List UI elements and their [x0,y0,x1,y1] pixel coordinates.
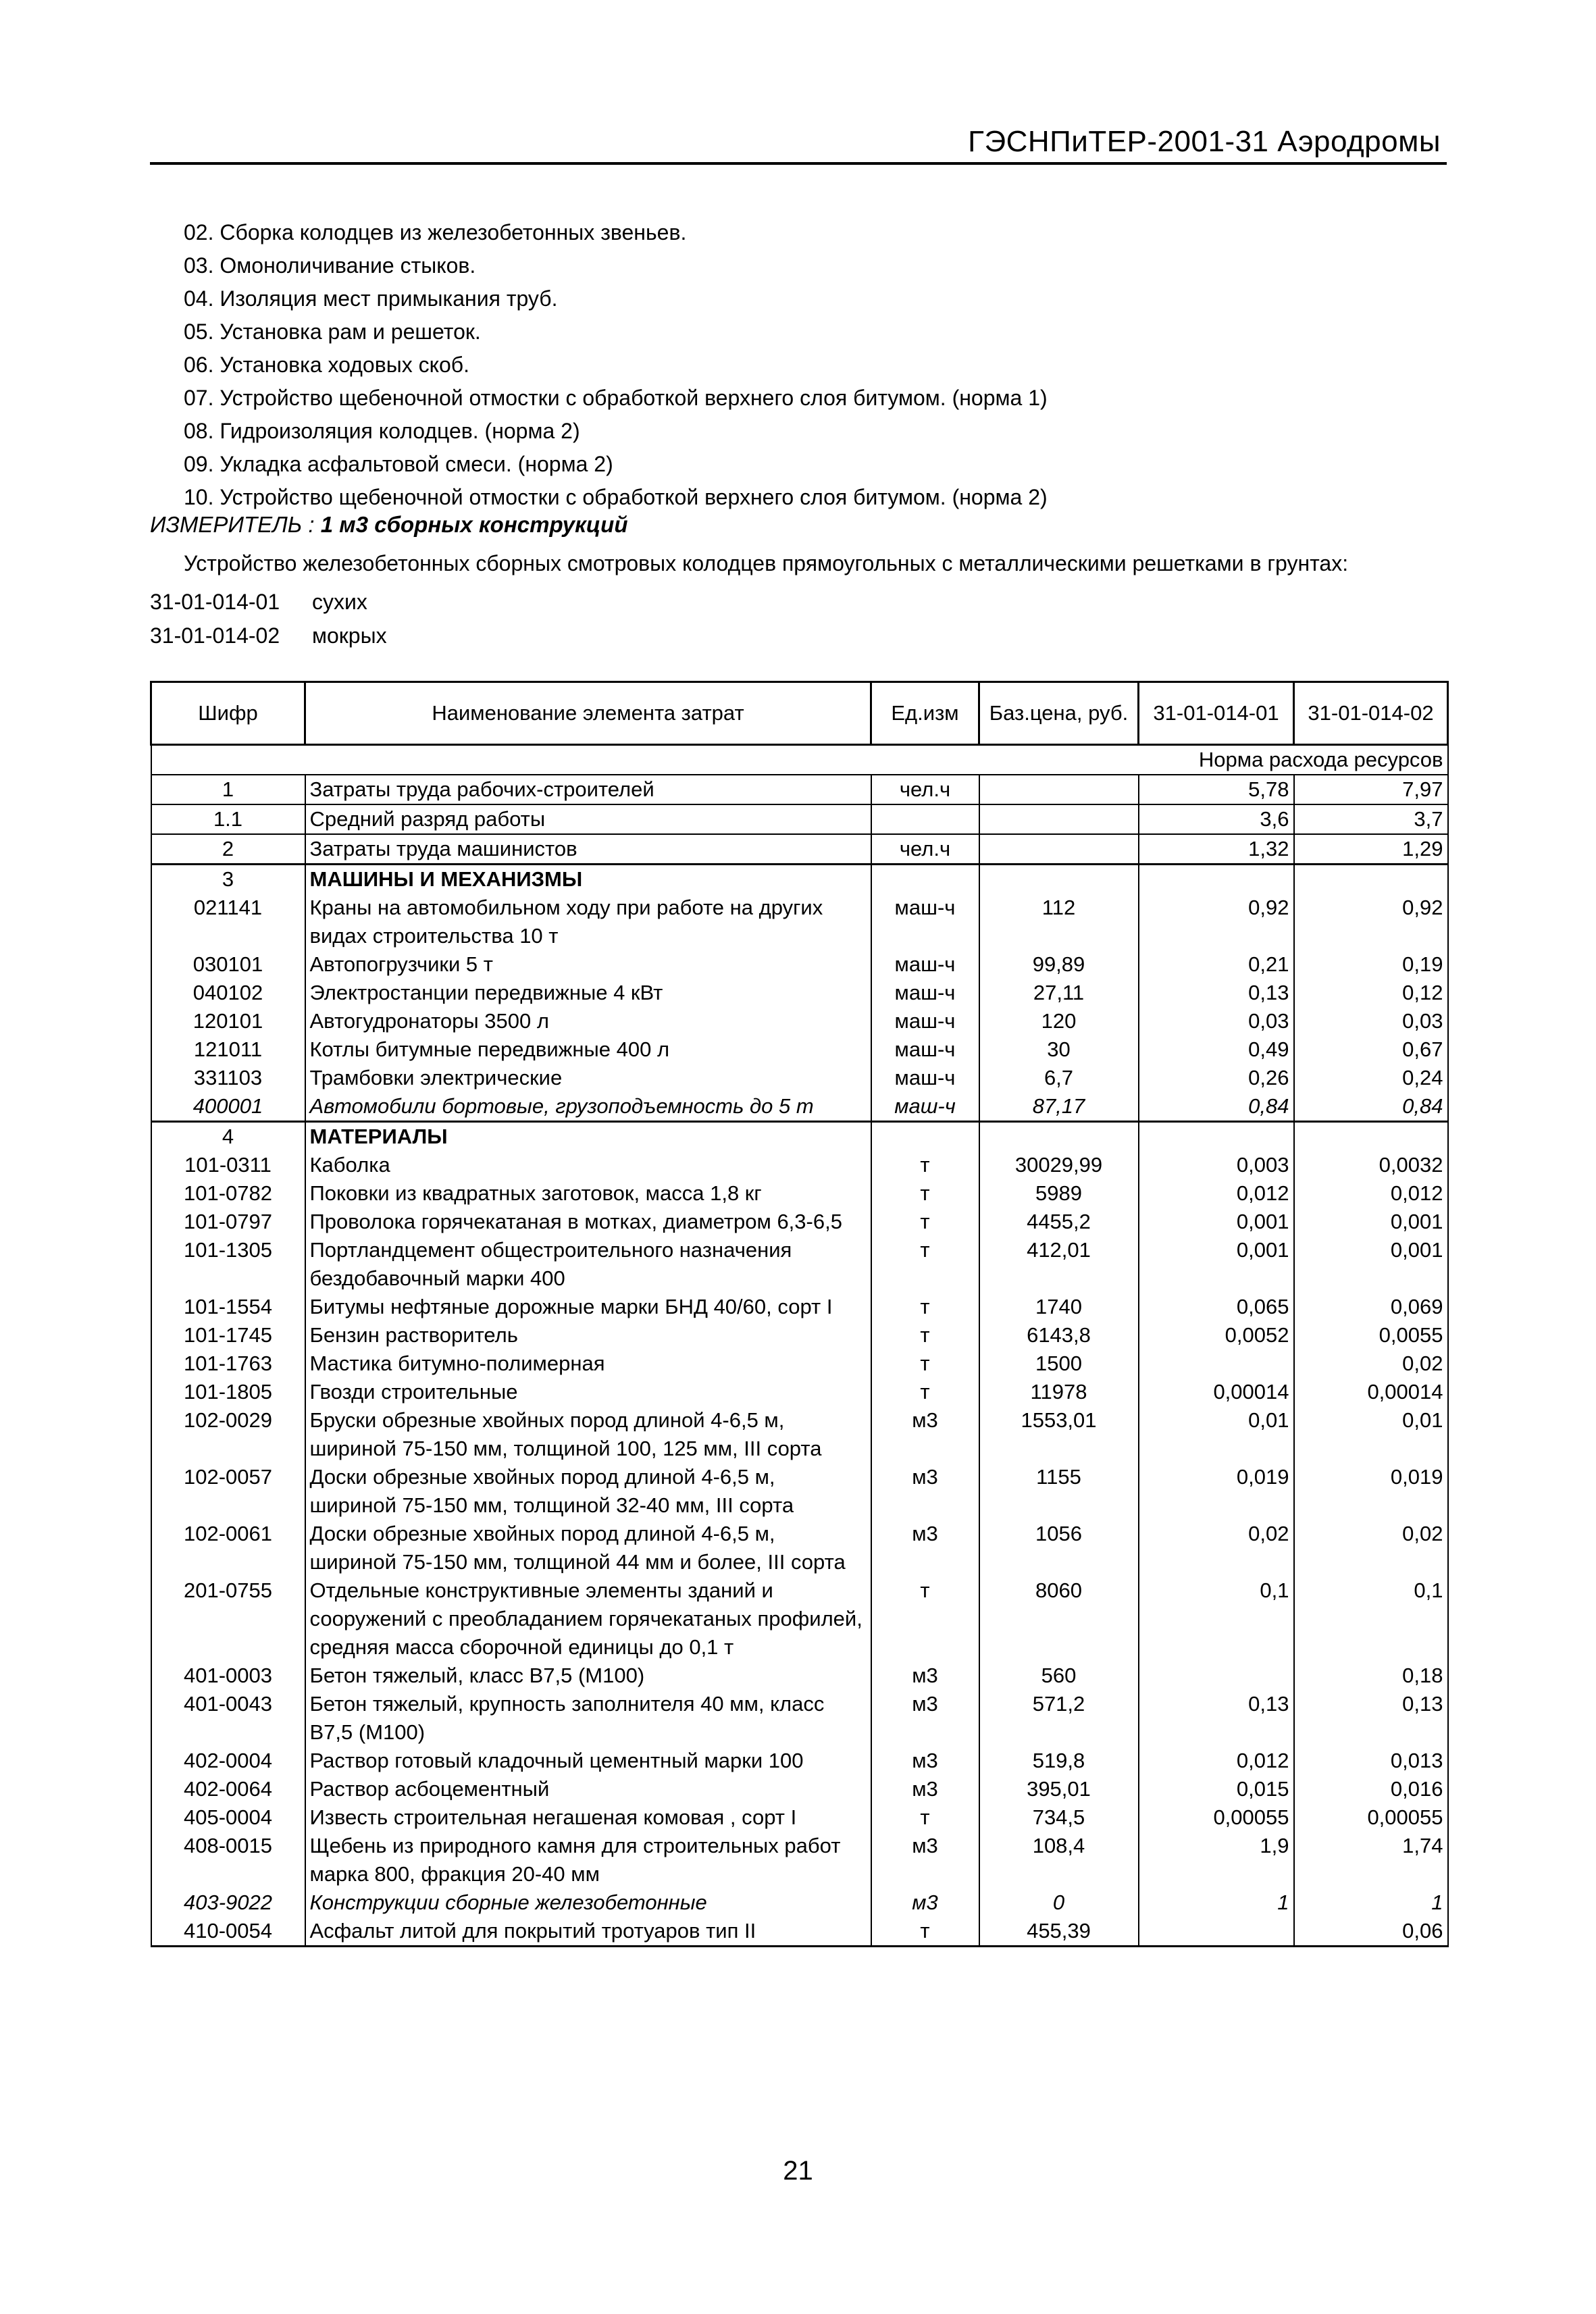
cell-norm-2: 0,019 [1294,1463,1448,1520]
cell-price: 120 [979,1007,1139,1035]
table-row [151,1035,1448,1064]
cell-price: 395,01 [979,1775,1139,1803]
header-cell-price: Баз.цена, руб. [979,682,1139,745]
cell-norm-2: 0,001 [1294,1236,1448,1293]
table-row [151,775,1448,804]
cell-name: Трамбовки электрические [305,1064,871,1092]
cell-norm-2: 0,016 [1294,1775,1448,1803]
cell-code: 4 [151,1122,305,1152]
table-row [151,834,1448,865]
cell-name: Затраты труда рабочих-строителей [305,775,871,804]
cell-price: 1056 [979,1520,1139,1576]
cell-unit: т [871,1349,979,1378]
cell-code: 102-0029 [151,1406,305,1463]
operation-item: 03. Омоноличивание стыков. [184,253,476,278]
cell-norm-1: 0,84 [1139,1092,1294,1122]
cell-price: 5989 [979,1179,1139,1208]
cell-name: Электростанции передвижные 4 кВт [305,979,871,1007]
cell-norm-2: 0,013 [1294,1747,1448,1775]
cell-norm-2: 0,12 [1294,979,1448,1007]
cell-code: 040102 [151,979,305,1007]
table-row [151,1803,1448,1832]
cell-unit: т [871,1321,979,1349]
cell-norm-2: 0,19 [1294,950,1448,979]
header-cell-norm-2: 31-01-014-02 [1294,682,1448,745]
cell-price: 87,17 [979,1092,1139,1122]
cell-unit: м3 [871,1662,979,1690]
table-row [151,1406,1448,1463]
norm-code-name: мокрых [312,623,387,648]
cell-norm-2: 1,29 [1294,834,1448,865]
cell-unit: м3 [871,1832,979,1888]
cell-code: 402-0004 [151,1747,305,1775]
page-number: 21 [783,2156,813,2186]
cell-code: 101-0311 [151,1151,305,1179]
cell-unit: маш-ч [871,979,979,1007]
cell-unit: м3 [871,1463,979,1520]
cell-name: Отдельные конструктивные элементы зданий и сооружений с преобладанием горячекатаных профилей, средняя масса сборочной единицы до 0,1 т [305,1576,871,1662]
cell-unit [871,1122,979,1152]
cell-name: Бруски обрезные хвойных пород длиной 4-6,5 м, шириной 75-150 мм, толщиной 100, 125 мм, III сорта [305,1406,871,1463]
cell-name: Доски обрезные хвойных пород длиной 4-6,5 м, шириной 75-150 мм, толщиной 44 мм и более, III сорта [305,1520,871,1576]
header-cell-unit: Ед.изм [871,682,979,745]
table-row [151,1690,1448,1747]
cell-norm-1: 0,26 [1139,1064,1294,1092]
cell-price: 112 [979,894,1139,950]
table-row [151,804,1448,834]
cell-code: 408-0015 [151,1832,305,1888]
cell-norm-1: 0,00014 [1139,1378,1294,1406]
work-description: Устройство железобетонных сборных смотровых колодцев прямоугольных с металлическими решетками в грунтах: [184,551,1349,575]
cell-norm-1 [1139,1122,1294,1152]
cell-norm-1: 1,9 [1139,1832,1294,1888]
cell-norm-2: 0,012 [1294,1179,1448,1208]
table-row [151,1662,1448,1690]
cell-norm-1: 1,32 [1139,834,1294,865]
cell-norm-2: 0,0055 [1294,1321,1448,1349]
cell-code: 101-0782 [151,1179,305,1208]
cell-price: 6,7 [979,1064,1139,1092]
cell-code: 201-0755 [151,1576,305,1662]
cell-norm-2: 0,92 [1294,894,1448,950]
cell-price: 11978 [979,1378,1139,1406]
cell-norm-1: 0,49 [1139,1035,1294,1064]
norm-code-item [150,619,387,652]
cell-price: 0 [979,1888,1139,1917]
cell-norm-2: 0,06 [1294,1917,1448,1947]
cell-unit: т [871,1151,979,1179]
cell-norm-2: 0,24 [1294,1064,1448,1092]
operation-item: 04. Изоляция мест примыкания труб. [184,286,558,311]
cell-code: 101-1554 [151,1293,305,1321]
cell-norm-2: 0,03 [1294,1007,1448,1035]
cell-price: 30 [979,1035,1139,1064]
cell-norm-1: 0,015 [1139,1775,1294,1803]
cell-price: 1500 [979,1349,1139,1378]
operation-item: 05. Установка рам и решеток. [184,319,481,344]
table-row [151,894,1448,950]
cell-norm-2: 0,02 [1294,1349,1448,1378]
table-row [151,1092,1448,1122]
cell-unit [871,865,979,894]
norm-label-row [151,745,1448,775]
cell-unit: м3 [871,1775,979,1803]
cell-price [979,834,1139,865]
cell-code: 101-1745 [151,1321,305,1349]
header-cell-norm-1: 31-01-014-01 [1139,682,1294,745]
operation-item: 02. Сборка колодцев из железобетонных звеньев. [184,220,687,245]
cell-norm-1 [1139,1349,1294,1378]
cell-norm-2: 1,74 [1294,1832,1448,1888]
table-row [151,1236,1448,1293]
cell-unit: м3 [871,1406,979,1463]
norm-label: Норма расхода ресурсов [151,745,1448,775]
cell-norm-2: 0,00014 [1294,1378,1448,1406]
cell-norm-1 [1139,1662,1294,1690]
operations-list [184,216,1048,514]
table-row [151,1064,1448,1092]
cell-norm-2: 0,069 [1294,1293,1448,1321]
cell-norm-2: 0,18 [1294,1662,1448,1690]
cell-norm-2: 0,001 [1294,1208,1448,1236]
resource-norms-table [150,681,1449,1947]
cell-unit: т [871,1236,979,1293]
cell-name: Поковки из квадратных заготовок, масса 1,8 кг [305,1179,871,1208]
cell-norm-1: 0,065 [1139,1293,1294,1321]
cell-name: Конструкции сборные железобетонные [305,1888,871,1917]
header-cell-name: Наименование элемента затрат [305,682,871,745]
norm-code: 31-01-014-02 [150,623,280,648]
cell-name: Щебень из природного камня для строительных работ марка 800, фракция 20-40 мм [305,1832,871,1888]
cell-norm-1: 0,1 [1139,1576,1294,1662]
table-row [151,1888,1448,1917]
cell-name: Автогудронаторы 3500 л [305,1007,871,1035]
cell-unit: маш-ч [871,1092,979,1122]
cell-norm-1: 0,92 [1139,894,1294,950]
cell-price: 4455,2 [979,1208,1139,1236]
cell-price: 519,8 [979,1747,1139,1775]
cell-name: Битумы нефтяные дорожные марки БНД 40/60, сорт I [305,1293,871,1321]
cell-unit: маш-ч [871,1035,979,1064]
measure-line [150,512,627,538]
cell-norm-1: 0,03 [1139,1007,1294,1035]
cell-unit: маш-ч [871,950,979,979]
header-rule [150,162,1447,165]
cell-name: Затраты труда машинистов [305,834,871,865]
cell-price: 560 [979,1662,1139,1690]
document-header-title: ГЭСНПиТЕР-2001-31 Аэродромы [968,125,1441,158]
cell-code: 401-0043 [151,1690,305,1747]
cell-norm-2: 0,13 [1294,1690,1448,1747]
cell-price: 1740 [979,1293,1139,1321]
cell-norm-1: 0,21 [1139,950,1294,979]
cell-name: Гвозди строительные [305,1378,871,1406]
operation-item: 09. Укладка асфальтовой смеси. (норма 2) [184,452,613,476]
cell-name: Бетон тяжелый, класс В7,5 (М100) [305,1662,871,1690]
cell-unit: м3 [871,1747,979,1775]
cell-code: 101-0797 [151,1208,305,1236]
cell-name: Раствор асбоцементный [305,1775,871,1803]
norm-codes-list [150,585,387,652]
cell-norm-1: 0,001 [1139,1208,1294,1236]
cell-unit: м3 [871,1520,979,1576]
table-row [151,1576,1448,1662]
cell-norm-2: 7,97 [1294,775,1448,804]
cell-norm-1: 0,003 [1139,1151,1294,1179]
cell-price [979,775,1139,804]
measure-label: ИЗМЕРИТЕЛЬ : [150,512,315,537]
table-row [151,1349,1448,1378]
table-row [151,1775,1448,1803]
cell-code: 021141 [151,894,305,950]
cell-unit: маш-ч [871,1007,979,1035]
cell-norm-1: 0,0052 [1139,1321,1294,1349]
operation-item: 08. Гидроизоляция колодцев. (норма 2) [184,419,580,443]
cell-code: 030101 [151,950,305,979]
cell-price: 571,2 [979,1690,1139,1747]
cell-norm-1: 3,6 [1139,804,1294,834]
table-row [151,1151,1448,1179]
cell-code: 101-1805 [151,1378,305,1406]
cell-norm-1: 0,012 [1139,1747,1294,1775]
cell-unit: т [871,1293,979,1321]
operation-item: 10. Устройство щебеночной отмостки с обработкой верхнего слоя битумом. (норма 2) [184,485,1048,509]
table-header-row [151,682,1448,745]
cell-price: 8060 [979,1576,1139,1662]
cell-norm-2: 0,02 [1294,1520,1448,1576]
cell-code: 410-0054 [151,1917,305,1947]
cell-norm-1: 0,13 [1139,1690,1294,1747]
table-row [151,1378,1448,1406]
table-row [151,1179,1448,1208]
cell-name: Портландцемент общестроительного назначения бездобавочный марки 400 [305,1236,871,1293]
cell-norm-1: 0,01 [1139,1406,1294,1463]
cell-name: Раствор готовый кладочный цементный марки 100 [305,1747,871,1775]
cell-norm-2: 0,1 [1294,1576,1448,1662]
cell-code: 120101 [151,1007,305,1035]
cell-name: Средний разряд работы [305,804,871,834]
table-row [151,1007,1448,1035]
cell-code: 403-9022 [151,1888,305,1917]
cell-code: 102-0061 [151,1520,305,1576]
cell-price: 27,11 [979,979,1139,1007]
cell-code: 405-0004 [151,1803,305,1832]
table-row [151,1747,1448,1775]
cell-norm-2: 3,7 [1294,804,1448,834]
cell-norm-1: 5,78 [1139,775,1294,804]
cell-code: 121011 [151,1035,305,1064]
table-section-row [151,865,1448,894]
cell-name: Котлы битумные передвижные 400 л [305,1035,871,1064]
table-row [151,1293,1448,1321]
cell-unit: т [871,1378,979,1406]
cell-unit: т [871,1803,979,1832]
cell-norm-1: 0,13 [1139,979,1294,1007]
cell-code: 102-0057 [151,1463,305,1520]
cell-code: 1.1 [151,804,305,834]
table-row [151,1520,1448,1576]
cell-price: 1155 [979,1463,1139,1520]
cell-norm-1: 0,019 [1139,1463,1294,1520]
cell-name: Бензин растворитель [305,1321,871,1349]
table-row [151,979,1448,1007]
cell-unit: маш-ч [871,894,979,950]
cell-unit [871,804,979,834]
table-row [151,950,1448,979]
header-cell-code: Шифр [151,682,305,745]
table-row [151,1321,1448,1349]
cell-code: 401-0003 [151,1662,305,1690]
cell-norm-2: 0,01 [1294,1406,1448,1463]
cell-unit: чел.ч [871,775,979,804]
cell-unit: т [871,1208,979,1236]
cell-code: 3 [151,865,305,894]
operation-item: 07. Устройство щебеночной отмостки с обработкой верхнего слоя битумом. (норма 1) [184,386,1048,410]
table-row [151,1917,1448,1947]
cell-name: Автомобили бортовые, грузоподъемность до 5 т [305,1092,871,1122]
cell-code: 2 [151,834,305,865]
cell-unit: маш-ч [871,1064,979,1092]
cell-norm-2: 0,0032 [1294,1151,1448,1179]
table-row [151,1208,1448,1236]
cell-norm-1 [1139,1917,1294,1947]
cell-unit: т [871,1917,979,1947]
cell-unit: м3 [871,1690,979,1747]
table-section-row [151,1122,1448,1152]
operation-item: 06. Установка ходовых скоб. [184,353,469,377]
norm-code-name: сухих [312,590,367,614]
cell-norm-2 [1294,865,1448,894]
cell-norm-1: 0,02 [1139,1520,1294,1576]
cell-name: Краны на автомобильном ходу при работе на других видах строительства 10 т [305,894,871,950]
cell-norm-2: 1 [1294,1888,1448,1917]
cell-price: 6143,8 [979,1321,1139,1349]
cell-name: МАШИНЫ И МЕХАНИЗМЫ [305,865,871,894]
cell-code: 101-1305 [151,1236,305,1293]
norm-code: 31-01-014-01 [150,590,280,614]
cell-price: 734,5 [979,1803,1139,1832]
cell-name: Бетон тяжелый, крупность заполнителя 40 мм, класс В7,5 (М100) [305,1690,871,1747]
cell-norm-1: 0,001 [1139,1236,1294,1293]
cell-price: 99,89 [979,950,1139,979]
cell-unit: т [871,1576,979,1662]
cell-unit: т [871,1179,979,1208]
cell-code: 402-0064 [151,1775,305,1803]
cell-price: 1553,01 [979,1406,1139,1463]
cell-name: Проволока горячекатаная в мотках, диаметром 6,3-6,5 [305,1208,871,1236]
cell-price [979,865,1139,894]
cell-code: 400001 [151,1092,305,1122]
cell-name: Автопогрузчики 5 т [305,950,871,979]
measure-value: 1 м3 сборных конструкций [320,512,628,537]
cell-norm-1: 1 [1139,1888,1294,1917]
norm-code-item [150,585,387,619]
cell-name: Каболка [305,1151,871,1179]
table-row [151,1463,1448,1520]
cell-unit: чел.ч [871,834,979,865]
cell-norm-1: 0,00055 [1139,1803,1294,1832]
cell-norm-2: 0,67 [1294,1035,1448,1064]
cell-norm-2: 0,00055 [1294,1803,1448,1832]
cell-price: 412,01 [979,1236,1139,1293]
table-row [151,1832,1448,1888]
cell-name: МАТЕРИАЛЫ [305,1122,871,1152]
cell-price: 108,4 [979,1832,1139,1888]
cell-norm-1 [1139,865,1294,894]
cell-code: 331103 [151,1064,305,1092]
cell-norm-1: 0,012 [1139,1179,1294,1208]
cell-name: Мастика битумно-полимерная [305,1349,871,1378]
cell-name: Известь строительная негашеная комовая , сорт I [305,1803,871,1832]
cell-price: 30029,99 [979,1151,1139,1179]
cell-name: Доски обрезные хвойных пород длиной 4-6,5 м, шириной 75-150 мм, толщиной 32-40 мм, III сорта [305,1463,871,1520]
cell-unit: м3 [871,1888,979,1917]
cell-norm-2: 0,84 [1294,1092,1448,1122]
cell-norm-2 [1294,1122,1448,1152]
cell-price [979,1122,1139,1152]
cell-price [979,804,1139,834]
cell-name: Асфальт литой для покрытий тротуаров тип II [305,1917,871,1947]
cell-price: 455,39 [979,1917,1139,1947]
cell-code: 1 [151,775,305,804]
cell-code: 101-1763 [151,1349,305,1378]
